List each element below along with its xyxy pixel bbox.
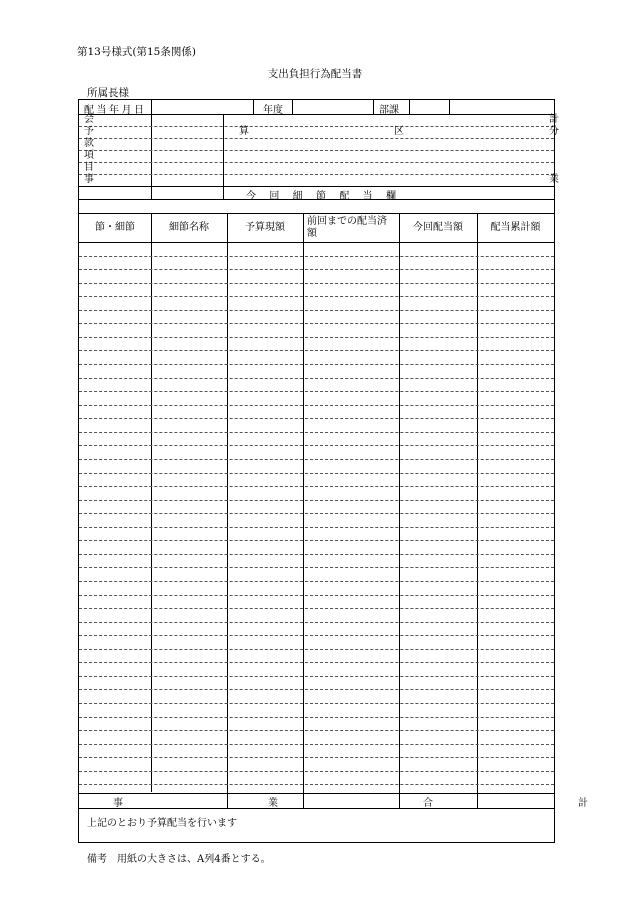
table-row — [79, 432, 554, 433]
table-row — [79, 554, 554, 555]
column-divider — [477, 214, 478, 808]
detail-table — [78, 214, 588, 809]
table-row — [79, 418, 554, 419]
table-row — [79, 459, 554, 460]
table-row — [79, 608, 554, 609]
budget-item-label: 会 計 — [84, 113, 559, 125]
table-row — [79, 310, 554, 311]
table-row — [79, 622, 554, 623]
confirmation-text: 上記のとおり予算配当を行います — [87, 818, 237, 829]
table-row — [79, 350, 554, 351]
divider — [373, 100, 374, 114]
column-header: 前回までの配当済額 — [307, 216, 387, 239]
table-row — [79, 595, 554, 596]
dashed-row-line — [79, 138, 554, 139]
table-row — [79, 445, 554, 446]
table-row — [79, 771, 554, 772]
table-row — [79, 513, 554, 514]
table-row — [79, 744, 554, 745]
table-row — [79, 581, 554, 582]
column-divider — [227, 214, 228, 808]
divider — [449, 100, 450, 114]
table-row — [79, 364, 554, 365]
table-row — [79, 703, 554, 704]
budget-item-label: 予 算 区 分 — [84, 125, 559, 137]
document-title: 支出負担行為配当書 — [267, 68, 363, 80]
table-row — [79, 405, 554, 406]
table-row — [79, 473, 554, 474]
divider — [253, 100, 254, 114]
table-row — [79, 323, 554, 324]
table-row — [79, 689, 554, 690]
table-row — [79, 730, 554, 731]
table-row — [79, 283, 554, 284]
table-row — [79, 337, 554, 338]
column-divider — [399, 214, 400, 808]
remark: 備考 用紙の大きさは、A列4番とする。 — [87, 854, 271, 865]
divider — [292, 100, 293, 114]
column-header: 細節名称 — [169, 222, 209, 233]
header-block — [78, 99, 559, 214]
table-row — [79, 662, 554, 663]
budget-item-label: 事 業 — [84, 173, 559, 185]
addressee: 所属長様 — [87, 87, 129, 99]
budget-item-label: 項 — [84, 149, 94, 161]
table-row — [79, 296, 554, 297]
table-row — [79, 757, 554, 758]
budget-item-label: 款 — [84, 137, 94, 149]
table-row — [79, 500, 554, 501]
header-bottom-line — [79, 242, 554, 243]
date-label-text: 配 当 年 月 日 — [84, 105, 144, 116]
table-row — [79, 649, 554, 650]
table-row — [79, 256, 554, 257]
table-row — [79, 378, 554, 379]
section-title-text: 今 回 細 節 配 当 欄 — [246, 191, 396, 202]
table-row — [79, 269, 554, 270]
form-number: 第13号様式(第15条関係) — [77, 46, 196, 58]
table-row — [79, 486, 554, 487]
department-label: 部課 — [379, 105, 399, 116]
divider — [409, 100, 410, 114]
dashed-row-line — [79, 162, 554, 163]
table-row — [79, 717, 554, 718]
table-row — [79, 676, 554, 677]
table-row — [79, 527, 554, 528]
total-label: 事 業 合 計 — [113, 798, 588, 809]
column-header: 今回配当額 — [413, 222, 463, 233]
table-row — [79, 635, 554, 636]
section-title — [246, 187, 396, 202]
table-row — [79, 391, 554, 392]
dashed-row-line — [79, 150, 554, 151]
fiscal-year-label: 年度 — [263, 105, 283, 116]
column-divider — [303, 214, 304, 808]
table-row — [79, 540, 554, 541]
budget-item-label: 目 — [84, 161, 94, 173]
table-row — [79, 567, 554, 568]
column-header: 予算現額 — [245, 222, 285, 233]
column-header: 配当累計額 — [490, 222, 541, 233]
column-divider — [151, 214, 152, 792]
column-header: 節・細節 — [95, 222, 135, 233]
confirmation-box — [78, 809, 555, 843]
divider — [151, 100, 152, 114]
table-row — [79, 784, 554, 785]
